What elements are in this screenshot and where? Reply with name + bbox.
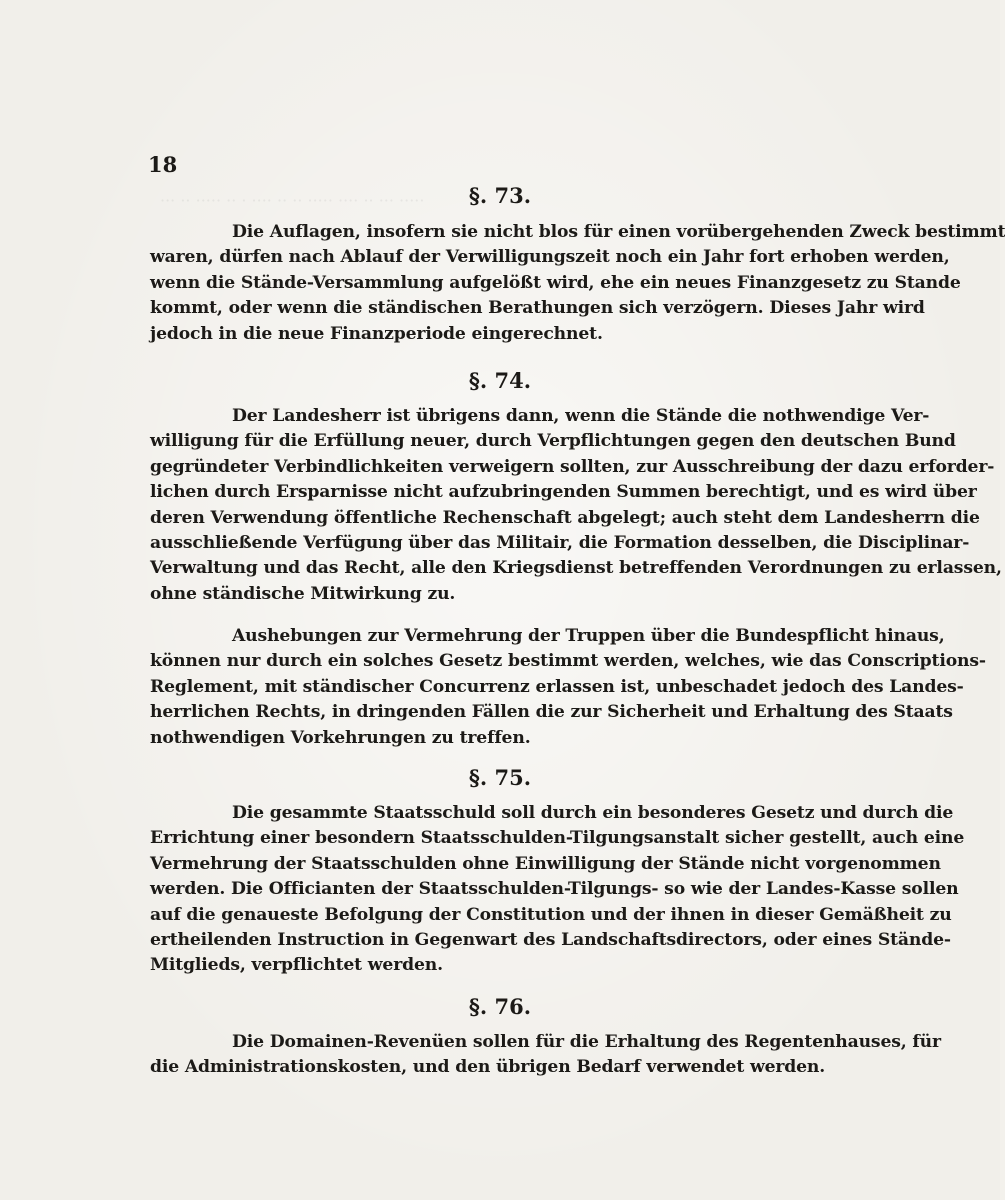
- text-line: ohne ständische Mitwirkung zu.: [150, 583, 456, 604]
- section-74-paragraph-2: [150, 624, 986, 751]
- section-75-heading: §. 75.: [468, 765, 532, 790]
- text-line: jedoch in die neue Finanzperiode eingerechnet.: [150, 323, 603, 344]
- text-line: Mitglieds, verpflichtet werden.: [150, 955, 443, 976]
- text-line: willigung für die Erfüllung neuer, durch Verpflichtungen gegen den deutschen Bund: [150, 431, 956, 452]
- text-line: Aushebungen zur Vermehrung der Truppen über die Bundespflicht hinaus,: [232, 626, 945, 646]
- text-line: waren, dürfen nach Ablauf der Verwilligungszeit noch ein Jahr fort erhoben werden,: [150, 247, 950, 268]
- bleed-through-texture: ··· ·· ····· ·· · ···· ·· ·· ····· ···· ·· ··· ·····: [160, 191, 425, 210]
- text-line: nothwendigen Vorkehrungen zu treffen.: [150, 727, 531, 748]
- text-line: herrlichen Rechts, in dringenden Fällen die zur Sicherheit und Erhaltung des Staats: [150, 702, 953, 723]
- section-74-heading: §. 74.: [468, 368, 532, 393]
- text-line: Die gesammte Staatsschuld soll durch ein besonderes Gesetz und durch die: [232, 803, 954, 823]
- section-76-heading: §. 76.: [468, 994, 532, 1019]
- section-73-heading: §. 73.: [468, 183, 532, 208]
- text-line: Die Domainen-Revenüen sollen für die Erhaltung des Regentenhauses, für: [232, 1032, 941, 1052]
- text-line: Reglement, mit ständischer Concurrenz erlassen ist, unbeschadet jedoch des Landes-: [150, 676, 964, 697]
- text-line: können nur durch ein solches Gesetz bestimmt werden, welches, wie das Conscriptions-: [150, 651, 986, 672]
- section-73-paragraph: [150, 220, 1005, 347]
- page-number: 18: [148, 152, 178, 177]
- text-line: Die Auflagen, insofern sie nicht blos für einen vorübergehenden Zweck bestimmt: [232, 222, 1005, 242]
- text-line: ausschließende Verfügung über das Militair, die Formation desselben, die Disciplinar-: [150, 533, 970, 554]
- text-line: wenn die Stände-Versammlung aufgelößt wird, ehe ein neues Finanzgesetz zu Stande: [150, 272, 961, 293]
- text-line: lichen durch Ersparnisse nicht aufzubringenden Summen berechtigt, und es wird über: [150, 482, 977, 503]
- text-line: Vermehrung der Staatsschulden ohne Einwilligung der Stände nicht vorgenommen: [150, 853, 941, 874]
- text-line: deren Verwendung öffentliche Rechenschaft abgelegt; auch steht dem Landesherrn die: [150, 507, 980, 528]
- text-line: kommt, oder wenn die ständischen Berathungen sich verzögern. Dieses Jahr wird: [150, 298, 925, 319]
- text-line: ertheilenden Instruction in Gegenwart des Landschaftsdirectors, oder eines Stände-: [150, 930, 951, 951]
- text-line: auf die genaueste Befolgung der Constitution und der ihnen in dieser Gemäßheit zu: [150, 904, 952, 925]
- text-line: werden. Die Officianten der Staatsschulden-Tilgungs- so wie der Landes-Kasse sollen: [150, 879, 959, 900]
- text-line: Errichtung einer besondern Staatsschulden-Tilgungsanstalt sicher gestellt, auch eine: [150, 828, 965, 849]
- text-line: Der Landesherr ist übrigens dann, wenn die Stände die nothwendige Ver-: [232, 406, 930, 426]
- text-line: die Administrationskosten, und den übrigen Bedarf verwendet werden.: [150, 1057, 826, 1078]
- section-76-paragraph: [150, 1030, 941, 1081]
- text-line: Verwaltung und das Recht, alle den Kriegsdienst betreffenden Verordnungen zu erlassen,: [150, 558, 1002, 579]
- text-line: gegründeter Verbindlichkeiten verweigern sollten, zur Ausschreibung der dazu erforder-: [150, 456, 995, 477]
- section-74-paragraph-1: [150, 404, 1002, 607]
- section-75-paragraph: [150, 801, 965, 979]
